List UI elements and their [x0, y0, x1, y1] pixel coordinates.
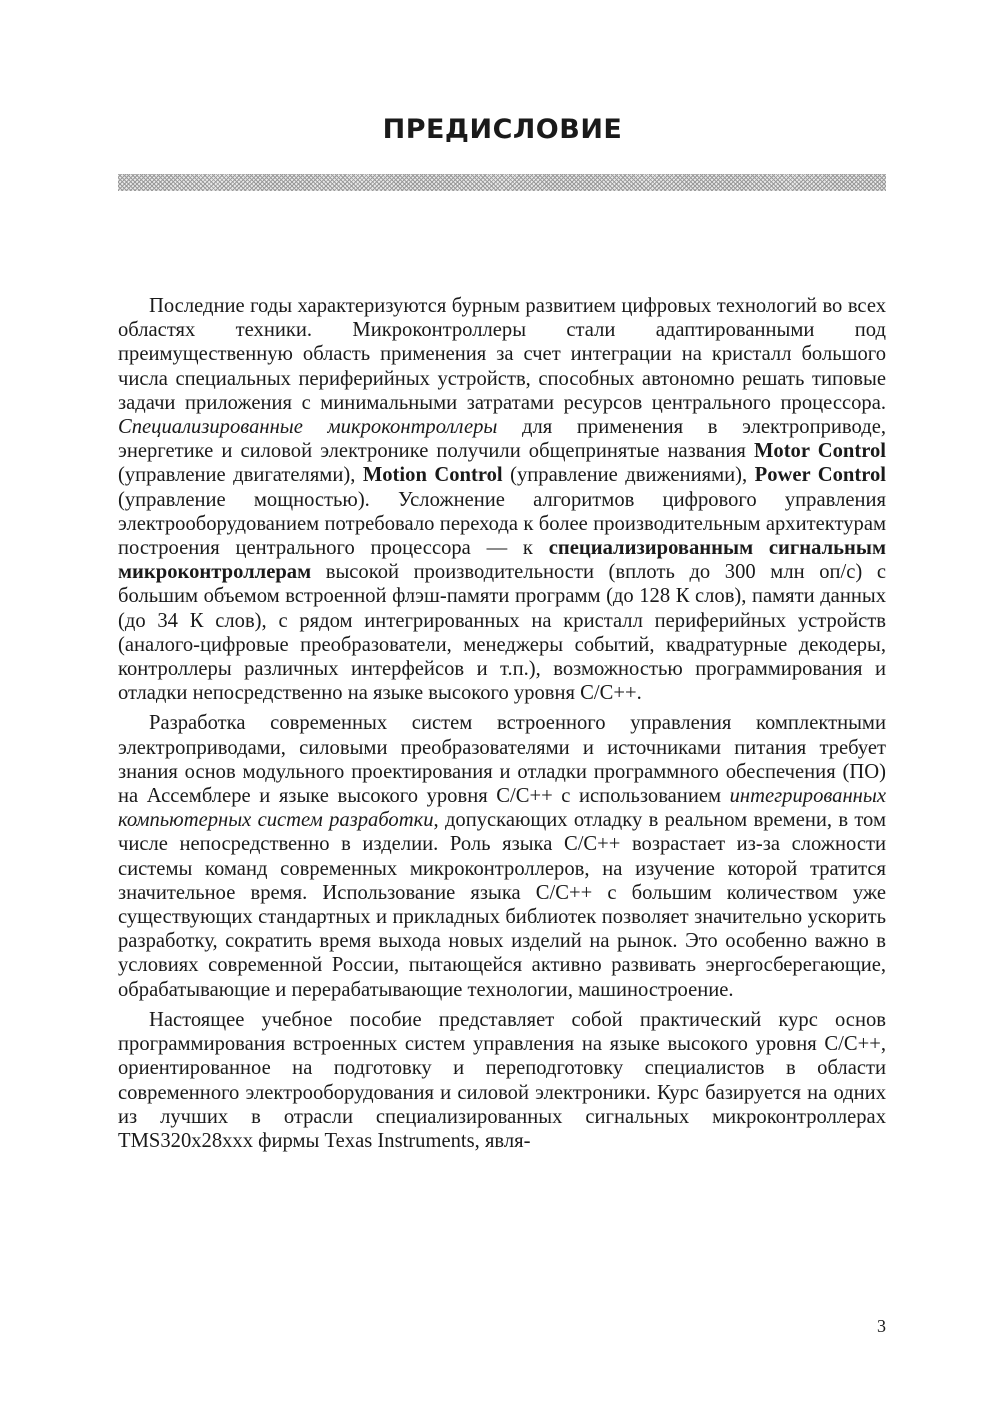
chapter-title: ПРЕДИСЛОВИЕ [382, 114, 623, 145]
body-text [118, 294, 886, 1153]
text-run: Настоящее учебное пособие представляет собой практический курс основ программирования встроенных систем управления на языке высокого уровня С/С++, ориентированное на подготовку и переподготовку специалистов в области современного электрооборудования и силовой электроники. Курс базируется на одних из лучших в отрасли специализированных сигнальных микроконтроллерах TMS320x28xxx фирмы Texas Instruments, явля- [118, 1008, 886, 1152]
text-run: Последние годы характеризуются бурным развитием цифровых технологий во всех областях техники. Микроконтроллеры стали адаптированными под преимущественную область применения за счет интеграции на кристалл большого числа специальных периферийных устройств, способных автономно решать типовые задачи приложения с минимальными затратами ресурсов центрального процессора. [118, 295, 886, 414]
text-run: (управление двигателями), [118, 464, 363, 487]
title-decorative-rule [118, 174, 886, 191]
bold-term: Motion Control [362, 464, 503, 487]
page-number: 3 [877, 1316, 886, 1336]
text-run: для применения в электроприводе, энергетике и силовой электронике получили общепринятые названия [118, 416, 886, 463]
bold-term: Motor Control [753, 440, 886, 463]
bold-term: специализированным сигнальным микроконтроллерам [118, 537, 886, 584]
paragraph-3 [118, 1008, 886, 1153]
paragraph-2 [118, 711, 886, 1001]
text-run: высокой производительности (вплоть до 300 млн оп/с) с большим объемом встроенной флэш-памяти программ (до 128 К слов), памяти данных (до 34 К слов), с рядом интегрированных на кристалл периферийных устройств (аналого-цифровые преобразователи, менеджеры событий, квадратурные декодеры, контроллеры различных интерфейсов и т.п.), возможностью программирования и отладки непосредственно на языке высокого уровня С/С++. [118, 561, 886, 705]
text-run: (управление мощностью). Усложнение алгоритмов цифрового управления электрооборудованием потребовало перехода к более производительным архитектурам построения центрального процессора — к [118, 488, 886, 560]
paragraph-1 [118, 294, 886, 705]
text-run: , допускающих отладку в реальном времени, в том числе непосредственно в изделии. Роль языка С/С++ возрастает из-за сложности системы команд современных микроконтроллеров, на изучение которой тратится значительное время. Использование языка С/С++ с большим количеством уже существующих стандартных и прикладных библиотек позволяет значительно ускорить разработку, сократить время выхода новых изделий на рынок. Это особенно важно в условиях современной России, пытающейся активно развивать энергосберегающие, обрабатывающие и перерабатывающие технологии, машиностроение. [118, 809, 886, 1001]
text-run: Разработка современных систем встроенного управления комплектными электроприводами, силовыми преобразователями и источниками питания требует знания основ модульного проектирования и отладки программного обеспечения (ПО) на Ассемблере и языке высокого уровня С/С++ с использованием [118, 712, 886, 808]
italic-term: Специализированные микроконтроллеры [118, 416, 498, 439]
italic-term: интегрированных компьютерных систем разработки [118, 785, 886, 832]
bold-term: Power Control [754, 464, 887, 487]
text-run: (управление движениями), [502, 464, 755, 487]
